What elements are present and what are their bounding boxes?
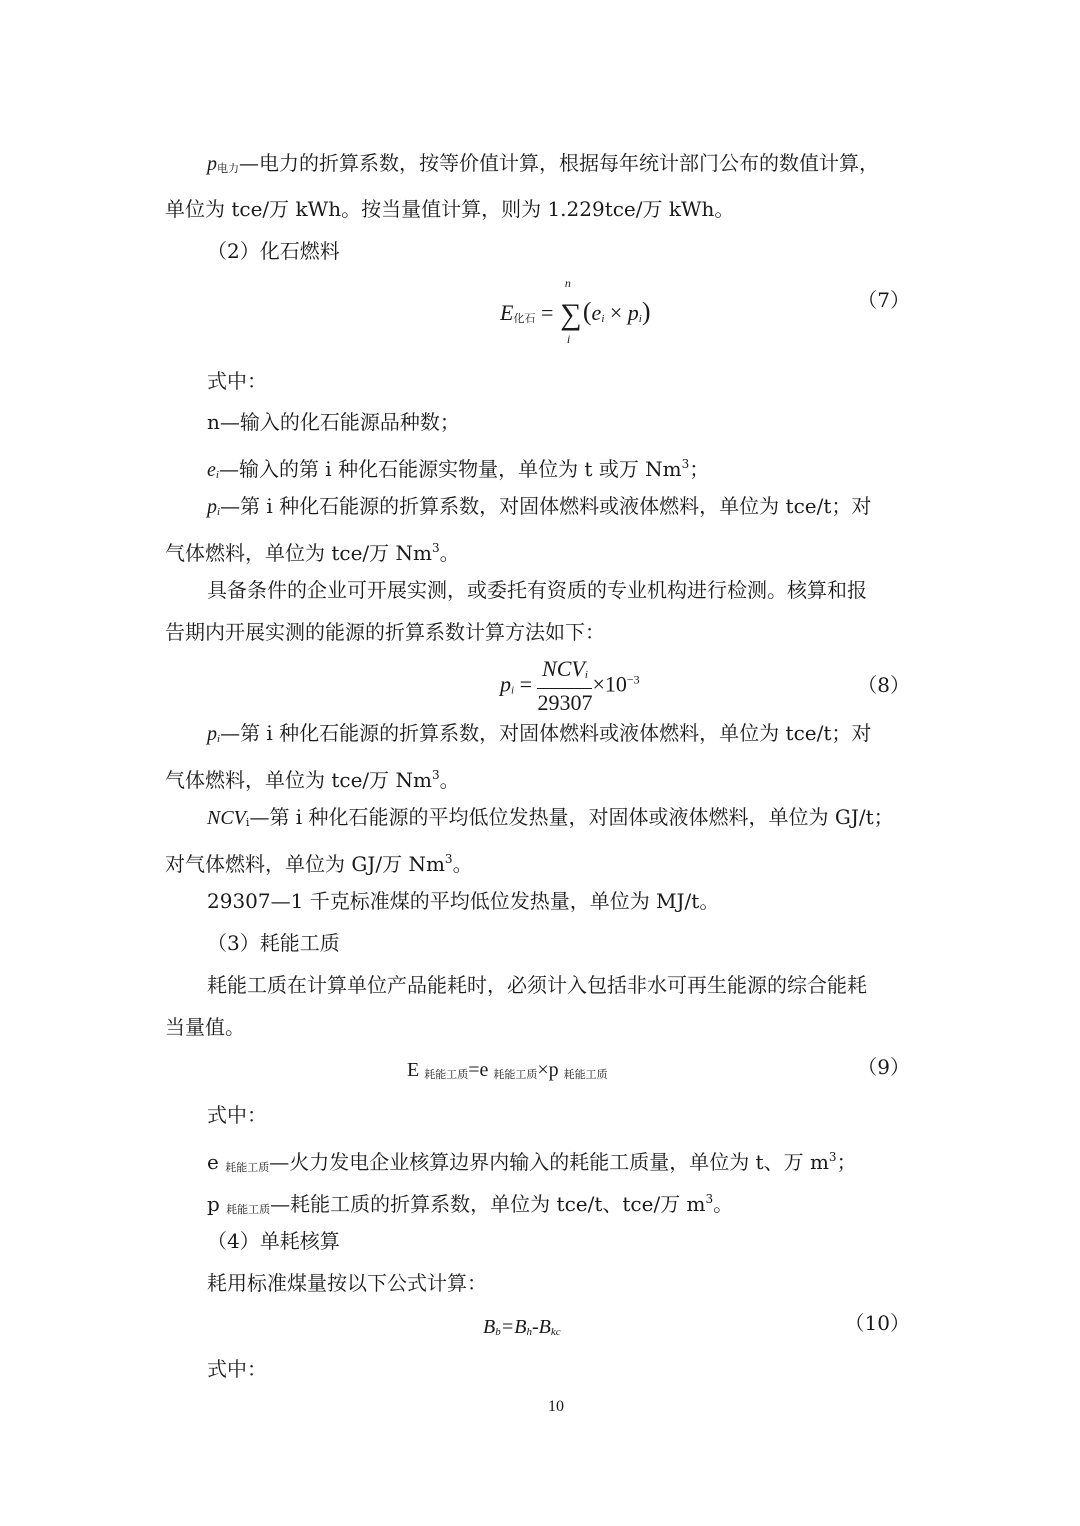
subscript: i (215, 469, 219, 481)
superscript: 3 (444, 852, 453, 866)
subscript: 电力 (217, 162, 239, 175)
eq-subscript: 化石 (513, 313, 536, 325)
page-number: 10 (548, 1398, 564, 1415)
symbol: p (207, 723, 217, 745)
superscript: 3 (705, 1192, 714, 1206)
eq-symbol: p (500, 671, 511, 697)
text-line (165, 797, 917, 843)
symbol: e (207, 1150, 226, 1174)
text-line: 式中： (207, 1357, 267, 1381)
eq-symbol: E (407, 1059, 425, 1081)
symbol: NCV (207, 807, 246, 829)
eq-subscript: i (638, 313, 642, 325)
fraction (537, 656, 592, 717)
paren-open: ( (582, 297, 592, 326)
subscript: i (217, 733, 221, 745)
section-heading: （3）耗能工质 (207, 931, 340, 955)
eq-symbol: =B (500, 1316, 527, 1338)
superscript: 3 (681, 457, 690, 471)
eq-subscript: b (495, 1326, 501, 1338)
eq-symbol: B (483, 1316, 496, 1338)
fraction-numerator (537, 656, 592, 689)
definition-text: —电力的折算系数，按等价值计算，根据每年统计部门公布的数值计算， (239, 151, 879, 175)
definition-text: 气体燃料，单位为 tce/万 Nm (165, 541, 432, 565)
punctuation: 。 (439, 541, 460, 565)
sum-upper: n (564, 276, 571, 290)
equation-7 (500, 276, 651, 346)
superscript: 3 (432, 768, 440, 782)
eq-subscript: 耗能工质 (563, 1069, 608, 1081)
eq-operator: ×p (537, 1059, 564, 1081)
text-line: n—输入的化石能源品种数； (207, 410, 460, 434)
eq-symbol: p (627, 300, 639, 325)
text-line: 告期内开展实测的能源的折算系数计算方法如下： (165, 620, 605, 644)
eq-operator: = (519, 671, 532, 697)
eq-symbol: e (591, 300, 602, 325)
equation-number: （7） (857, 288, 910, 312)
equation-9 (407, 1059, 608, 1082)
definition-text: —第 i 种化石能源的平均低位发热量，对固体或液体燃料，单位为 GJ/t； (249, 805, 894, 829)
section-heading: （2）化石燃料 (207, 239, 340, 263)
text-line (165, 486, 917, 533)
superscript: 3 (432, 541, 440, 555)
subscript: i (217, 506, 221, 518)
subscript: 耗能工质 (226, 1203, 271, 1216)
definition-text: —第 i 种化石能源的折算系数，对固体燃料或液体燃料，单位为 tce/t；对 (220, 721, 872, 745)
sum-sign: ∑ (560, 298, 582, 331)
eq-symbol: =e (468, 1059, 494, 1081)
definition-text: —火力发电企业核算边界内输入的耗能工质量，单位为 t、万 m (269, 1150, 829, 1174)
equation-8 (500, 656, 640, 717)
subscript: i (245, 816, 250, 829)
definition-text: —第 i 种化石能源的折算系数，对固体燃料或液体燃料，单位为 tce/t；对 (220, 494, 872, 518)
equation-10 (483, 1316, 561, 1339)
text-line: 当量值。 (165, 1015, 245, 1039)
eq-symbol: NCV (542, 656, 585, 681)
eq-subscript: i (511, 684, 515, 697)
definition-text: —耗能工质的折算系数，单位为 tce/t、tce/万 m (270, 1192, 706, 1216)
text-line: 式中： (207, 1103, 267, 1127)
punctuation: 。 (439, 768, 460, 792)
text-line: 耗用标准煤量按以下公式计算： (207, 1271, 487, 1295)
equation-number: （8） (857, 673, 910, 697)
eq-symbol: -B (531, 1316, 551, 1338)
superscript: 3 (828, 1150, 837, 1164)
equation-number: （10） (844, 1311, 910, 1335)
subscript: 耗能工质 (225, 1161, 270, 1174)
sum-lower: i (566, 332, 571, 346)
text-line (165, 143, 917, 189)
definition-text: —输入的第 i 种化石能源实物量，单位为 t 或万 Nm (218, 457, 682, 481)
text-line: 耗能工质在计算单位产品能耗时，必须计入包括非水可再生能源的综合能耗 (207, 973, 867, 997)
punctuation: ； (689, 457, 710, 481)
summation (559, 276, 583, 346)
text-line: 具备条件的企业可开展实测，或委托有资质的专业机构进行检测。核算和报 (207, 578, 867, 602)
eq-operator: ×10 (592, 671, 627, 697)
symbol: p (207, 1192, 227, 1216)
definition-text: 气体燃料，单位为 tce/万 Nm (165, 768, 432, 792)
text-line (165, 755, 917, 801)
text-line (165, 839, 917, 885)
eq-subscript: h (526, 1326, 532, 1338)
fraction-denominator: 29307 (537, 690, 593, 715)
eq-operator: × (609, 300, 623, 325)
eq-exponent: −3 (626, 672, 640, 687)
text-line: 式中： (207, 369, 267, 393)
definition-text: 对气体燃料，单位为 GJ/万 Nm (165, 852, 445, 876)
text-line (165, 713, 917, 760)
symbol: e (207, 459, 216, 481)
section-heading: （4）单耗核算 (207, 1229, 340, 1253)
text-line (165, 528, 917, 574)
symbol: p (207, 496, 217, 518)
eq-operator: = (540, 300, 554, 325)
equation-number: （9） (857, 1055, 910, 1079)
symbol: p (207, 153, 217, 175)
eq-subscript: 耗能工质 (493, 1069, 538, 1081)
text-line: 29307—1 千克标准煤的平均低位发热量，单位为 MJ/t。 (207, 889, 720, 913)
eq-subscript: i (584, 669, 588, 681)
text-line: 单位为 tce/万 kWh。按当量值计算，则为 1.229tce/万 kWh。 (165, 197, 735, 221)
punctuation: 。 (452, 852, 473, 876)
eq-subscript: 耗能工质 (424, 1069, 469, 1081)
eq-subscript: i (601, 313, 605, 325)
eq-subscript: kc (550, 1326, 561, 1338)
eq-symbol: E (500, 300, 514, 325)
paren-close: ) (641, 297, 651, 326)
punctuation: 。 (713, 1192, 734, 1216)
punctuation: ； (836, 1150, 857, 1174)
